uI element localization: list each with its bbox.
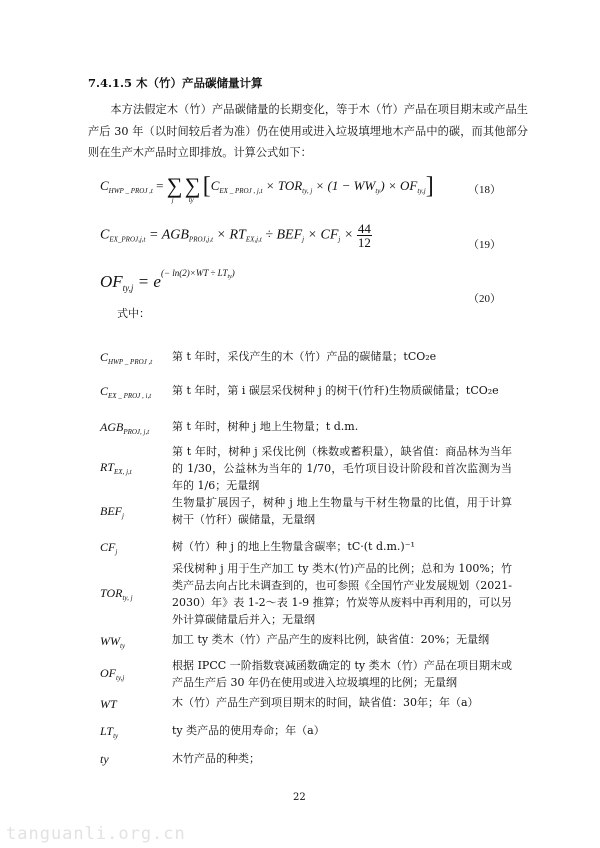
equation-20: $OF_{ty,j} = e^{(- ln(2)\times WT \div LT_{ty})}$ [100, 268, 235, 293]
definition-text: 第 t 年时，第 i 碳层采伐树种 j 的树干(竹秆)生物质碳储量；tCO₂e [172, 384, 499, 397]
definition-text: ty 类产品的使用寿命；年（a） [172, 724, 325, 737]
section-heading: 7.4.1.5 木（竹）产品碳储量计算 [88, 76, 263, 90]
equation-18: $C_{HWP \_ PROJ ,t}$ = ∑ j ∑ ty $[C_{EX \_ PROJ , j,t} \times TOR_{ty, j} \times (1 - WW_{ty}) \times OF_{ty,j}]$ [100, 173, 434, 204]
fraction-44-12: $\frac{44}{12}$ [357, 221, 371, 250]
definition-text: 木（竹）产品生产到项目期末的时间，缺省值：30年；年（a） [172, 696, 479, 709]
definition-symbol: $LT_{ty}$ [100, 724, 119, 740]
definition-text: 第 t 年时，树种 j 采伐比例（株数或蓄积量），缺省值：商品林为当年的 1/30，公益林为当年的 1/70，毛竹项目设计阶段和首次监测为当年的 1/6；无量纲 [172, 445, 512, 492]
equation-19: $C_{EX\_PROJ,j,t} = AGB_{PROJ,j,t} \times RT_{EX,j,t} \div BEF_j \times CF_j$ × $\frac{44}{12}$ [100, 221, 371, 250]
definition-symbol: $C_{EX \_ PROJ , i,t}$ [100, 384, 152, 400]
equation-19-number: （19） [468, 239, 501, 251]
watermark: tanguanli.org.cn [6, 824, 186, 844]
definition-text: 生物量扩展因子，树种 j 地上生物量与干材生物量的比值，用于计算树干（竹秆）碳储量，无量纲 [172, 496, 512, 526]
definition-text: 根据 IPCC 一阶指数衰减函数确定的 ty 类木（竹）产品在项目期末或产品生产后 30 年仍在使用或进入垃圾填埋的比例；无量纲 [172, 659, 512, 689]
definition-text: 第 t 年时，树种 j 地上生物量；t d.m. [172, 420, 359, 433]
intro-paragraph: 本方法假定木（竹）产品碳储量的长期变化，等于木（竹）产品在项目期末或产品生产后 30 年（以时间较后者为准）仍在使用或进入垃圾填埋地木产品中的碳，而其他部分则在生产木产品时立即排放。计算公式如下： [88, 103, 528, 159]
definition-symbol: $C_{HWP \_ PROJ ,t}$ [100, 350, 153, 366]
definition-symbol: $AGB_{PROJ, j,t}$ [100, 420, 150, 436]
definition-text: 树（竹）种 j 的地上生物量含碳率；tC·(t d.m.)⁻¹ [172, 540, 415, 553]
equation-18-number: （18） [468, 184, 501, 196]
definition-symbol: $BEF_j$ [100, 504, 124, 520]
definition-symbol: $OF_{ty,j}$ [100, 666, 125, 682]
equation-20-number: （20） [468, 293, 501, 305]
definition-text: 采伐树种 j 用于生产加工 ty 类木(竹)产品的比例；总和为 100%；竹类产品去向占比未调查到的，也可参照《全国竹产业发展规划（2021-2030）年》表 1-2～表 1-9 推算；竹炭等从废料中再利用的，可以另外计算碳储量后并入；无量纲 [172, 562, 512, 626]
definition-text: 加工 ty 类木（竹）产品产生的废料比例，缺省值：20%；无量纲 [172, 633, 490, 646]
where-label: 式中： [117, 307, 150, 320]
page-number: 22 [293, 792, 306, 803]
definition-symbol: $TOR_{ty, j}$ [100, 586, 133, 602]
definition-text: 木竹产品的种类； [172, 752, 260, 765]
definition-symbol: $CF_j$ [100, 540, 118, 556]
definition-symbol: ty [100, 752, 109, 766]
definition-text: 第 t 年时，采伐产生的木（竹）产品的碳储量；tCO₂e [172, 350, 437, 363]
definition-symbol: $RT_{EX, j,t}$ [100, 460, 132, 476]
definition-symbol: $WW_{ty}$ [100, 634, 126, 650]
definition-symbol: WT [100, 697, 117, 711]
